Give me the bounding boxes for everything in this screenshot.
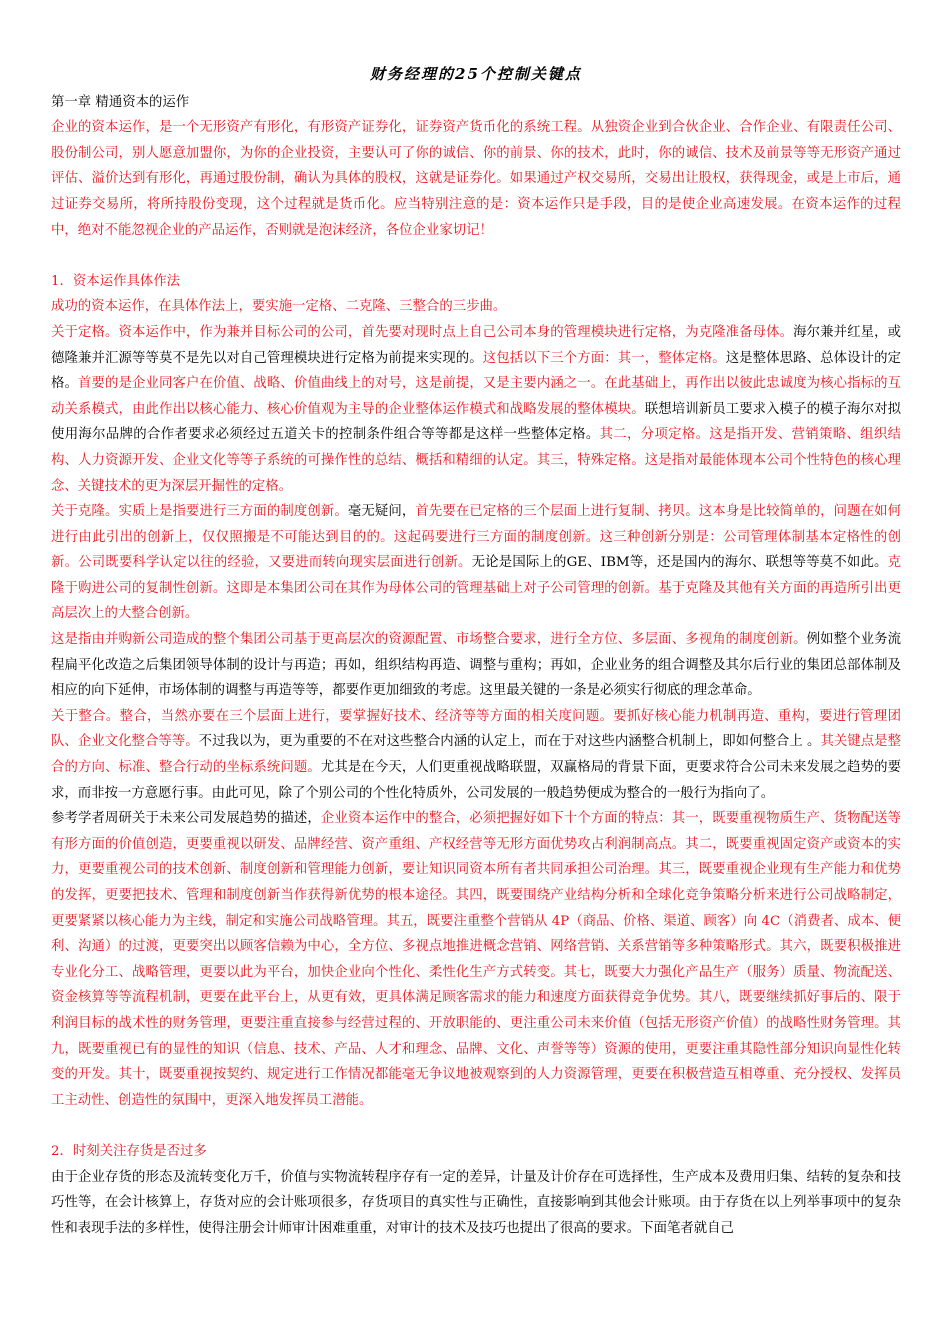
blank-line — [51, 1113, 901, 1139]
highlighted-text: 2．时刻关注存货是否过多 — [51, 1143, 207, 1159]
highlighted-text: 成功的资本运作，在具体作法上，要实施一定格、二克隆、三整合的三步曲。 — [51, 299, 507, 315]
text-run: 不过我以为，更为重要的不在对这些整合内涵的认定上，而在于对这些内涵整合机制上，即如何整合上 。 — [198, 734, 821, 750]
text-run: 由于企业存货的形态及流转变化万千，价值与实物流转程序存有一定的差异，计量及计价存在可选择性，生产成本及费用归集、结转的复杂和技巧性等，在会计核算上，存货对应的会计账项很多，存货项目的真实性与正确性，直接影响到其他会计账项。由于存货在以上列举事项中的复杂性和表现手法的多样性，使得注册会计师审计困难重重，对审计的技术及技巧也提出了很高的要求。下面笔者就自己 — [51, 1169, 901, 1236]
paragraph — [51, 320, 901, 499]
text-run: 毫无疑问， — [347, 504, 416, 520]
highlighted-text: 首先要在已定格的三个层面上进行复制、拷贝。这本身是比较简单的，问题在如何进行由此引出的创新上，仅仅照搬是不可能达到目的的。这起码要进行三方面的制度创新。这三种创新分别是：公司管理体制基本定格性的创新。公司既要科学认定以往的经验，又要进而转向现实层面进行创新。 — [51, 504, 902, 571]
paragraph — [51, 90, 901, 116]
highlighted-text: 企业的资本运作，是一个无形资产有形化，有形资产证券化，证券资产货币化的系统工程。从独资企业到合伙企业、合作企业、有限责任公司、股份制公司，别人愿意加盟你，为你的企业投资，主要认可了你的诚信、你的前景、你的技术，此时，你的诚信、技术及前景等等无形资产通过评估、溢价达到有形化，再通过股份制，确认为具体的股权，这就是证券化。如果通过产权交易所，交易出让股权，获得现金，或是上市后，通过证券交易所，将所持股份变现，这个过程就是货币化。应当特别注意的是：资本运作只是手段，目的是使企业高速发展。在资本运作的过程中，绝对不能忽视企业的产品运作，否则就是泡沫经济，各位企业家切记！ — [51, 120, 901, 238]
text-run: 这是整体思路、总体设计的定格。 — [51, 350, 902, 392]
document-page — [51, 62, 901, 1241]
highlighted-text: 1．资本运作具体作法 — [51, 273, 181, 289]
paragraph — [51, 1165, 901, 1242]
highlighted-text: 关于整合。整合，当然亦要在三个层面上进行，要掌握好技术、经济等等方面的相关度问题。要抓好核心能力机制再造、重构，要进行管理团队、企业文化整合等等。 — [51, 708, 901, 750]
paragraph — [51, 294, 901, 320]
document-title: 财务经理的25个控制关键点 — [370, 65, 582, 83]
highlighted-text: 其二，分项定格。这是指开发、营销策略、组织结构、人力资源开发、企业文化等等子系统的可操作性的总结、概括和精细的认定。其三，特殊定格。这是指对最能体现本公司个性特色的核心理念、关键技术的更为深层开掘性的定格。 — [51, 427, 901, 494]
document-body — [51, 90, 901, 1242]
highlighted-text: 这是指由并购新公司造成的整个集团公司基于更高层次的资源配置、市场整合要求，进行全方位、多层面、多视角的制度创新。 — [51, 632, 807, 648]
text-run: 参考学者周研关于未来公司发展趋势的描述， — [51, 811, 321, 827]
blank-line — [51, 243, 901, 269]
text-run: 联想培训新员工要求入模子的模子海尔对拟使用海尔品牌的合作者要求必须经过五道关卡的控制条件组合等等都是这样一些整体定格。 — [51, 401, 902, 443]
highlighted-text: 首要的是企业同客户在价值、战略、价值曲线上的对号，这是前提，又是主要内涵之一。在此基础上，再作出以彼此忠诚度为核心指标的互动关系模式，由此作出以核心能力、核心价值观为主导的企业整体运作模式和战略发展的整体模块。 — [51, 376, 902, 417]
highlighted-text: 其关键点是整合的方向、标准、整合行动的坐标系统问题。 — [51, 734, 901, 776]
highlighted-text: 这包括以下三个方面：其一，整体定格。 — [482, 350, 726, 366]
paragraph — [51, 499, 901, 627]
highlighted-text: 企业资本运作中的整合，必须把握好如下十个方面的特点：其一，既要重视物质生产、货物配送等有形方面的价值创造，更要重视以研发、品牌经营、资产重组、产权经营等无形方面优势攻占利润制高点。其二，既要重视固定资产或资本的实力，更要重视公司的技术创新、制度创新和管理能力创新，要让知识同资本所有者共同承担公司治理。其三，既要重视企业现有生产能力和优势的发挥，更要把技术、管理和制度创新当作获得新优势的根本途径。其四，既要围绕产业结构分析和全球化竞争策略分析来进行公司战略制定，更要紧紧以核心能力为主线，制定和实施公司战略管理。其五，既要注重整个营销从 4P（商品、价格、渠道、顾客）向 4C（消费者、成本、便利、沟通）的过渡，更要突出以顾客信赖为中心，全方位、多视点地推进概念营销、网络营销、关系营销等多种策略形式。其六，既要积极推进专业化分工、战略管理，更要以此为平台，加快企业向个性化、柔性化生产方式转变。其七，既要大力强化产品生产（服务）质量、物流配送、资金核算等等流程机制，更要在此平台上，从更有效，更具体满足顾客需求的能力和速度方面获得竞争优势。其八，既要继续抓好事后的、限于利润目标的战术性的财务管理，更要注重直接参与经营过程的、开放职能的、更注重公司未来价值（包括无形资产价值）的战略性财务管理。其九，既要重视已有的显性的知识（信息、技术、产品、人才和理念、品牌、文化、声誉等等）资源的使用，更要注重其隐性部分知识向显性化转变的开发。其十，既要重视按契约、规定进行工作情况都能毫无争议地被观察到的人力资源管理，更要在积极营造互相尊重、充分授权、发挥员工主动性、创造性的氛围中，更深入地发挥员工潜能。 — [51, 811, 901, 1108]
highlighted-text: 关于克隆。实质上是指要进行三方面的制度创新。 — [51, 504, 348, 520]
paragraph — [51, 627, 901, 704]
paragraph — [51, 269, 901, 295]
text-run: 无论是国际上的GE、IBM等，还是国内的海尔、联想等等莫不如此。 — [471, 555, 888, 571]
text-run: 海尔兼并红星，或德隆兼并汇源等等莫不是先以对自己管理模块进行定格为前提来实现的。 — [51, 324, 902, 366]
text-run: 尤其是在今天，人们更重视战略联盟，双赢格局的背景下面，更要求符合公司未来发展之趋势的要求，而非按一方意愿行事。由此可见，除了个别公司的个性化特质外，公司发展的一般趋势便成为整合的一般行为指向了。 — [51, 760, 901, 801]
highlighted-text: 关于定格。资本运作中，作为兼并目标公司的公司，首先要对现时点上自己公司本身的管理模块进行定格，为克隆准备母体。 — [51, 324, 794, 340]
paragraph — [51, 1139, 901, 1165]
text-run: 第一章 精通资本的运作 — [51, 94, 190, 110]
paragraph — [51, 704, 901, 806]
text-run: 例如整个业务流程扁平化改造之后集团领导体制的设计与再造；再如，组织结构再造、调整与重构；再如，企业业务的组合调整及其尔后行业的集团总部体制及相应的向下延伸，市场体制的调整与再造等等，都要作更加细致的考虑。这里最关键的一条是必须实行彻底的理念革命。 — [51, 632, 902, 699]
paragraph — [51, 115, 901, 243]
paragraph — [51, 806, 901, 1113]
highlighted-text: 克隆于购进公司的复制性创新。这即是本集团公司在其作为母体公司的管理基础上对子公司管理的创新。基于克隆及其他有关方面的再造所引出更高层次上的大整合创新。 — [51, 555, 902, 622]
